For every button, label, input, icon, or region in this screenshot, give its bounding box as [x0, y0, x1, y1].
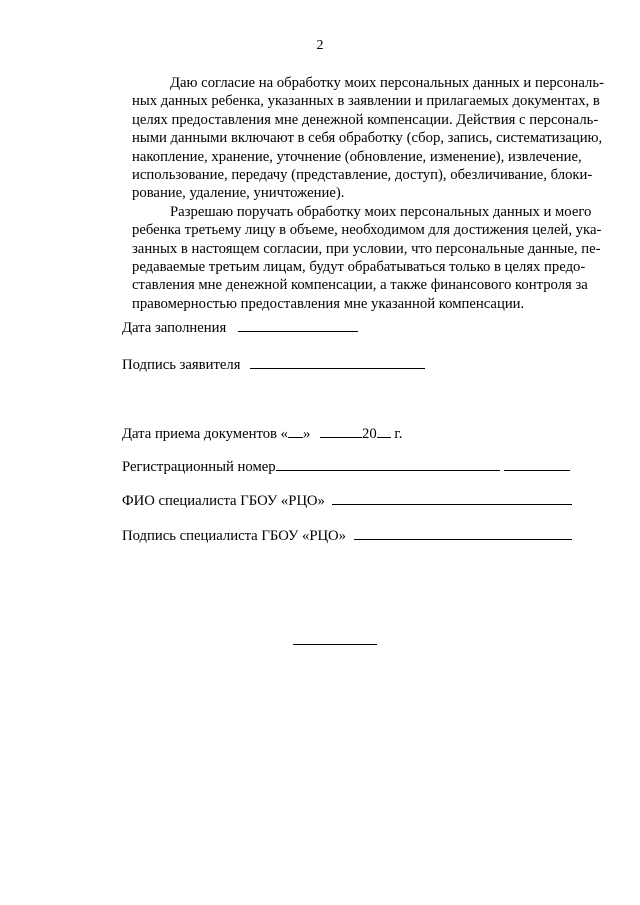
registration-number-extra-blank[interactable] — [504, 457, 570, 471]
text-line: использование, передачу (представление, доступ), обезличивание, блоки- — [132, 167, 593, 184]
text-line: правомерностью предоставления мне указанной компенсации. — [132, 295, 525, 312]
applicant-signature-label: Подпись заявителя — [122, 357, 241, 373]
receipt-year-suffix: г. — [394, 426, 403, 442]
specialist-signature-label: Подпись специалиста ГБОУ «РЦО» — [122, 528, 346, 544]
registration-number-label: Регистрационный номер — [122, 459, 276, 475]
footer-divider — [293, 644, 377, 645]
consent-text — [94, 74, 604, 313]
registration-number-field — [122, 457, 570, 476]
specialist-name-blank[interactable] — [332, 491, 572, 505]
applicant-signature-blank[interactable] — [250, 355, 425, 369]
fill-date-field — [122, 318, 358, 337]
specialist-name-label: ФИО специалиста ГБОУ «РЦО» — [122, 493, 325, 509]
text-line: занных в настоящем согласии, при условии, что персональные данные, пе- — [132, 240, 601, 257]
receipt-year-blank[interactable] — [377, 424, 391, 438]
receipt-day-blank[interactable] — [288, 424, 303, 438]
text-line: целях предоставления мне денежной компенсации. Действия с персональ- — [132, 111, 599, 128]
text-line: накопление, хранение, уточнение (обновление, изменение), извлечение, — [132, 148, 582, 165]
applicant-signature-field — [122, 355, 425, 374]
fill-date-label: Дата заполнения — [122, 320, 227, 336]
text-line: ставления мне денежной компенсации, а также финансового контроля за — [132, 277, 588, 294]
specialist-signature-field — [122, 526, 572, 545]
receipt-date-label: Дата приема документов « — [122, 426, 289, 442]
specialist-name-field — [122, 491, 572, 510]
consent-paragraph-third-party — [94, 203, 602, 313]
text-line: ных данных ребенка, указанных в заявлении и прилагаемых документах, в — [132, 93, 600, 110]
specialist-signature-blank[interactable] — [354, 526, 572, 540]
text-line: Даю согласие на обработку моих персональных данных и персональ- — [170, 75, 604, 91]
page-number: 2 — [316, 38, 324, 53]
receipt-month-blank[interactable] — [320, 424, 362, 438]
text-line: Разрешаю поручать обработку моих персональных данных и моего — [170, 203, 592, 220]
fill-date-blank[interactable] — [238, 318, 358, 332]
registration-number-blank[interactable] — [276, 457, 500, 471]
text-line: рование, удаление, уничтожение). — [132, 185, 345, 202]
text-line: ными данными включают в себя обработку (сбор, запись, систематизацию, — [132, 130, 603, 147]
receipt-year-prefix: 20 — [362, 426, 377, 442]
text-line: редаваемые третьим лицам, будут обрабатываться только в целях предо- — [132, 259, 586, 276]
receipt-date-quote-close: » — [303, 426, 311, 442]
consent-paragraph-processing — [94, 74, 604, 203]
receipt-date-field — [122, 424, 402, 443]
text-line: ребенка третьему лицу в объеме, необходимом для достижения целей, ука- — [132, 222, 602, 239]
